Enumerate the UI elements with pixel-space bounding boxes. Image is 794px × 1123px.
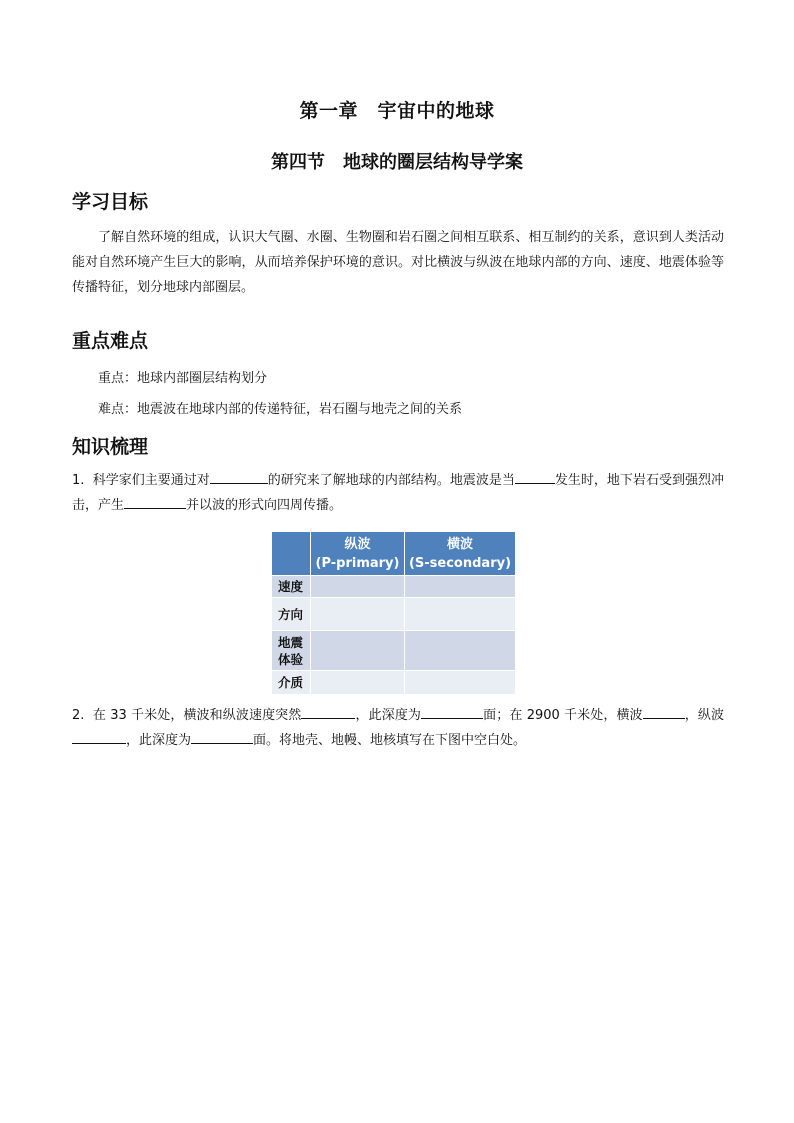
column-header-sublabel: (P-primary) bbox=[315, 555, 400, 571]
answer-blank[interactable] bbox=[124, 494, 186, 509]
answer-blank[interactable] bbox=[72, 729, 126, 744]
row-label: 方向 bbox=[272, 598, 311, 631]
question-2-text-a: 在 33 千米处，横波和纵波速度突然 bbox=[92, 708, 302, 723]
difficulty-point: 难点：地震波在地球内部的传递特征，岩石圈与地壳之间的关系 bbox=[98, 402, 463, 417]
seismic-wave-table bbox=[271, 531, 516, 695]
question-1-text-a: 科学家们主要通过对 bbox=[92, 473, 210, 488]
question-1-text-d: 并以波的形式向四周传播。 bbox=[186, 498, 343, 513]
answer-cell[interactable] bbox=[405, 598, 516, 631]
answer-cell[interactable] bbox=[311, 598, 405, 631]
objectives-heading: 学习目标 bbox=[72, 191, 149, 213]
question-1-text-b: 的研究来了解地球的内部结构。地震波是当 bbox=[267, 473, 515, 488]
table-row bbox=[272, 576, 516, 598]
knowledge-heading: 知识梳理 bbox=[72, 436, 149, 458]
key-points-heading: 重点难点 bbox=[72, 330, 149, 352]
question-1-number: 1. bbox=[72, 473, 85, 488]
row-label: 地震 体验 bbox=[272, 631, 311, 671]
row-label: 速度 bbox=[272, 576, 311, 598]
column-header-sublabel: (S-secondary) bbox=[408, 555, 512, 571]
answer-blank[interactable] bbox=[515, 469, 555, 484]
question-2-text-e: ，此深度为 bbox=[126, 733, 192, 748]
answer-cell[interactable] bbox=[405, 631, 516, 671]
answer-blank[interactable] bbox=[421, 704, 483, 719]
row-label: 介质 bbox=[272, 671, 311, 695]
column-header-s-wave bbox=[405, 532, 516, 576]
answer-cell[interactable] bbox=[405, 576, 516, 598]
question-2-text-d: ，纵波 bbox=[684, 708, 724, 723]
answer-blank[interactable] bbox=[210, 469, 268, 484]
answer-cell[interactable] bbox=[311, 671, 405, 695]
answer-blank[interactable] bbox=[643, 704, 685, 719]
column-header-label: 纵波 bbox=[344, 536, 371, 552]
question-1 bbox=[72, 468, 724, 518]
question-2-text-b: ，此深度为 bbox=[355, 708, 422, 723]
section-title: 第四节 地球的圈层结构导学案 bbox=[271, 152, 523, 173]
question-2-text-c: 面；在 2900 千米处，横波 bbox=[483, 708, 643, 723]
answer-cell[interactable] bbox=[311, 576, 405, 598]
question-2 bbox=[72, 703, 724, 753]
table-corner-cell bbox=[272, 532, 311, 576]
chapter-title: 第一章 宇宙中的地球 bbox=[299, 100, 495, 122]
table-row bbox=[272, 671, 516, 695]
focus-point: 重点：地球内部圈层结构划分 bbox=[98, 371, 268, 386]
answer-blank[interactable] bbox=[191, 729, 253, 744]
question-2-text-f: 面。将地壳、地幔、地核填写在下图中空白处。 bbox=[253, 733, 527, 748]
question-2-number: 2. bbox=[72, 708, 85, 723]
table-row bbox=[272, 598, 516, 631]
table-row bbox=[272, 631, 516, 671]
question-1-text-c: 发生时，地下岩石受到强烈冲击，产生 bbox=[72, 473, 724, 513]
answer-cell[interactable] bbox=[405, 671, 516, 695]
column-header-label: 横波 bbox=[446, 536, 473, 552]
answer-cell[interactable] bbox=[311, 631, 405, 671]
objectives-text: 了解自然环境的组成，认识大气圈、水圈、生物圈和岩石圈之间相互联系、相互制约的关系，意识到人类活动能对自然环境产生巨大的影响，从而培养保护环境的意识。对比横波与纵波在地球内部的方向、速度、地震体验等传播特征，划分地球内部圈层。 bbox=[72, 230, 724, 295]
answer-blank[interactable] bbox=[301, 704, 355, 719]
column-header-p-wave bbox=[311, 532, 405, 576]
